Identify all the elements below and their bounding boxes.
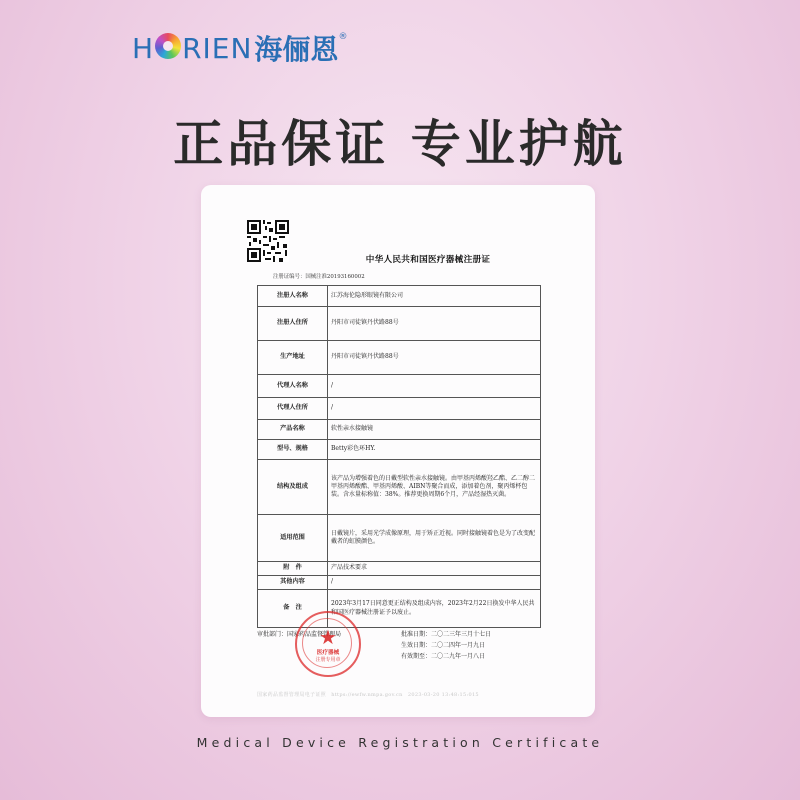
brand-latin-rest: RIEN (182, 31, 253, 65)
registered-mark: ® (338, 32, 348, 42)
row-label: 型号、规格 (258, 440, 328, 460)
brand-latin-h: H (132, 31, 155, 65)
row-value: 日戴镜片，采用光学成像原理，用于矫正近视。同时接触镜着色是为了改变配戴者的虹膜颜色。 (328, 515, 541, 562)
table-row (258, 420, 541, 440)
row-value: 丹阳市司徒镇丹伏路88号 (328, 307, 541, 341)
approval-dates (401, 629, 491, 662)
row-value: 丹阳市司徒镇丹伏路88号 (328, 341, 541, 375)
table-row (258, 576, 541, 590)
table-row (258, 307, 541, 341)
seal-subtext: 注册专用章 (315, 657, 341, 663)
official-seal (295, 611, 361, 677)
approval-dept: 审批部门：国家药品监督管理局 (257, 631, 342, 638)
row-value: / (328, 398, 541, 420)
approval-date: 批准日期：二〇二三年三月十七日 (401, 631, 492, 638)
row-label: 适用范围 (258, 515, 328, 562)
brand-o-ring-icon (155, 33, 181, 59)
seal-star-icon: ★ (319, 625, 337, 649)
certificate-card (201, 185, 595, 717)
brand-logo (132, 30, 347, 66)
row-value: 2023年3月17日同意更正结构及组成内容，2023年2月22日换发中华人民共和国医疗器械注册证予以废止。 (328, 590, 541, 628)
row-label: 代理人住所 (258, 398, 328, 420)
row-label: 结构及组成 (258, 460, 328, 515)
row-label: 代理人名称 (258, 375, 328, 398)
table-row (258, 590, 541, 628)
table-row (258, 460, 541, 515)
row-label: 生产地址 (258, 341, 328, 375)
table-row (258, 286, 541, 307)
row-label: 其他内容 (258, 576, 328, 590)
table-row (258, 515, 541, 562)
headline: 正品保证 专业护航 (173, 115, 627, 173)
row-label: 产品名称 (258, 420, 328, 440)
table-row (258, 341, 541, 375)
e-license-footer: 国家药品监督管理局电子证照 https://ewfw.nmpa.gov.cn 2023-03-20 13:48:15:015 (257, 692, 479, 698)
caption: Medical Device Registration Certificate (196, 735, 604, 750)
row-value: / (328, 375, 541, 398)
valid-until: 有效期至：二〇二九年一月八日 (401, 653, 486, 660)
row-value: 该产品为增强着色的日戴型软性亲水接触镜。由甲基丙烯酸羟乙酯、乙二醇二甲基丙烯酸酯、甲基丙烯酸、AIBN等聚合而成，添加着色剂，聚丙烯杯包装。含水量标称值：38%。推荐更换周期6个月，产品经湿热灭菌。 (328, 460, 541, 515)
effective-date: 生效日期：二〇二四年一月九日 (401, 642, 486, 649)
registration-table (257, 285, 541, 628)
table-row (258, 375, 541, 398)
table-row (258, 440, 541, 460)
table-row (258, 398, 541, 420)
row-value: / (328, 576, 541, 590)
seal-text: 医疗器械 (316, 650, 340, 656)
row-label: 备 注 (258, 590, 328, 628)
certificate-title: 中华人民共和国医疗器械注册证 (365, 255, 491, 265)
row-label: 注册人住所 (258, 307, 328, 341)
row-value: 江苏海伦隐形眼镜有限公司 (328, 286, 541, 307)
qr-code-icon (247, 220, 289, 262)
registration-number: 注册证编号：国械注准20193160002 (273, 274, 365, 280)
row-label: 附 件 (258, 562, 328, 576)
row-label: 注册人名称 (258, 286, 328, 307)
row-value: Betty彩色环HY. (328, 440, 541, 460)
row-value: 软性亲水接触镜 (328, 420, 541, 440)
row-value: 产品技术要求 (328, 562, 541, 576)
table-row (258, 562, 541, 576)
brand-cn: 海俪恩 (254, 33, 339, 66)
